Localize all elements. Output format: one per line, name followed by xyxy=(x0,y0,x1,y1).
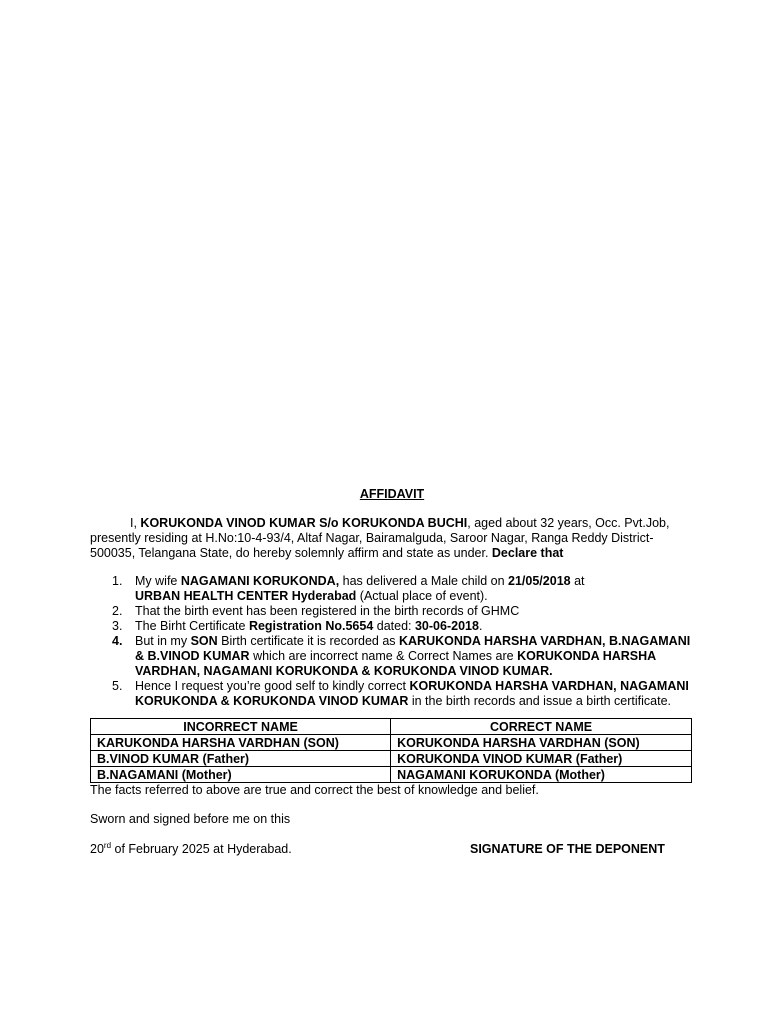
deponent-name: KORUKONDA VINOD KUMAR S/o KORUKONDA BUCHI xyxy=(140,516,468,530)
list-item xyxy=(90,634,694,679)
incorrect-name-cell: B.VINOD KUMAR (Father) xyxy=(91,751,391,767)
date-day: 20 xyxy=(90,842,104,856)
item-text: dated: xyxy=(373,619,415,633)
item-bold: URBAN HEALTH CENTER Hyderabad xyxy=(135,589,357,603)
item-number: 2. xyxy=(112,604,123,618)
incorrect-name-cell: B.NAGAMANI (Mother) xyxy=(91,767,391,783)
item-bold: Registration No.5654 xyxy=(248,619,374,633)
date-rest: of February 2025 at Hyderabad. xyxy=(111,842,292,856)
table-row xyxy=(91,751,692,767)
item-text: Hence I request you’re good self to kindly correct xyxy=(135,679,410,693)
table-row xyxy=(91,735,692,751)
affidavit-document xyxy=(90,487,694,858)
item-text: (Actual place of event). xyxy=(356,589,488,603)
declare-that: Declare that xyxy=(491,546,564,560)
item-bold: KORUKONDA HARSHA VARDHAN, NAGAMANI KORUKONDA & KORUKONDA VINOD KUMAR. xyxy=(135,649,656,678)
intro-text-2: , aged about 32 years, Occ. Pvt.Job, presently residing at H.No:10-4-93/4, Altaf Nagar, Bairamalguda, Saroor Nagar, Ranga Reddy District-500035, Telangana State, do hereby solemnly affirm and state as under. xyxy=(90,516,670,560)
item-text: That the birth event has been registered in the birth records of GHMC xyxy=(135,604,520,618)
date-suffix: rd xyxy=(103,840,112,850)
facts-statement: The facts referred to above are true and correct the best of knowledge and belief. xyxy=(90,783,539,797)
list-item xyxy=(90,619,694,634)
deponent-signature-label: SIGNATURE OF THE DEPONENT xyxy=(470,842,665,856)
incorrect-name-cell: KARUKONDA HARSHA VARDHAN (SON) xyxy=(91,735,391,751)
item-bold: SON xyxy=(190,634,218,648)
header-incorrect-name: INCORRECT NAME xyxy=(91,719,391,735)
table-row xyxy=(91,767,692,783)
item-bold: KARUKONDA HARSHA VARDHAN, B.NAGAMANI & B.VINOD KUMAR xyxy=(135,634,691,663)
item-text: The Birht Certificate xyxy=(135,619,249,633)
intro-text-1: I, xyxy=(130,516,141,530)
item-text: But in my xyxy=(135,634,191,648)
item-bold: 21/05/2018 xyxy=(508,574,571,588)
correct-name-cell: KORUKONDA HARSHA VARDHAN (SON) xyxy=(391,735,692,751)
list-item xyxy=(90,604,694,619)
item-text: . xyxy=(478,619,483,633)
item-text: My wife xyxy=(135,574,181,588)
date-signature-row xyxy=(90,842,694,858)
correct-name-cell: NAGAMANI KORUKONDA (Mother) xyxy=(391,767,692,783)
correct-name-cell: KORUKONDA VINOD KUMAR (Father) xyxy=(391,751,692,767)
list-item xyxy=(90,574,694,604)
item-bold: KORUKONDA HARSHA VARDHAN, NAGAMANI KORUKONDA & KORUKONDA VINOD KUMAR xyxy=(135,679,689,708)
document-title: AFFIDAVIT xyxy=(359,487,425,501)
item-number: 4. xyxy=(112,634,123,648)
item-text: Birth certificate it is recorded as xyxy=(217,634,399,648)
sworn-date xyxy=(90,842,292,857)
item-text: in the birth records and issue a birth certificate. xyxy=(408,694,672,708)
intro-paragraph xyxy=(90,516,694,561)
sworn-statement: Sworn and signed before me on this xyxy=(90,812,291,826)
item-number: 1. xyxy=(112,574,123,588)
item-number: 5. xyxy=(112,679,123,693)
item-text: has delivered a Male child on xyxy=(339,574,509,588)
item-text: at xyxy=(570,574,585,588)
header-correct-name: CORRECT NAME xyxy=(391,719,692,735)
statement-list xyxy=(90,574,694,709)
item-bold: 30-06-2018 xyxy=(414,619,479,633)
table-header-row xyxy=(91,719,692,735)
name-correction-table xyxy=(90,718,692,783)
list-item xyxy=(90,679,694,709)
item-number: 3. xyxy=(112,619,123,633)
item-bold: NAGAMANI KORUKONDA, xyxy=(180,574,340,588)
item-text: which are incorrect name & Correct Names are xyxy=(249,649,518,663)
